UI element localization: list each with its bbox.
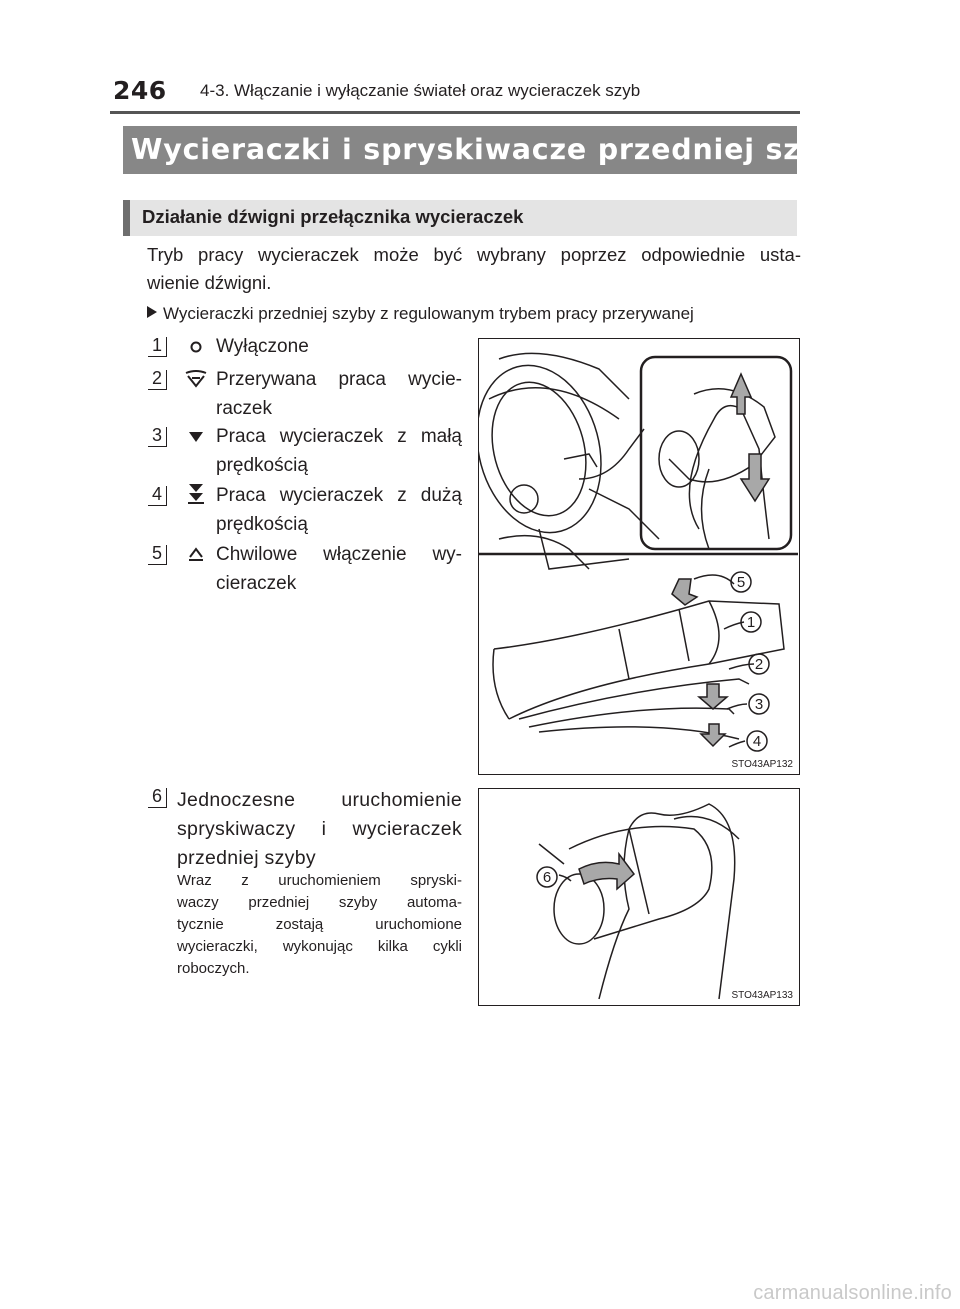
callout-label: 3: [754, 696, 764, 713]
note-line: Wraz z uruchomieniem spryski-: [177, 872, 462, 889]
note-line: wycieraczki, wykonując kilka cykli: [177, 938, 462, 955]
watermark: carmanualsonline.info: [753, 1282, 952, 1304]
item-label: Chwilowe włączenie wy-: [216, 544, 462, 565]
item-text: [216, 540, 462, 598]
callout-label: 4: [752, 733, 762, 750]
item-label: raczek: [216, 398, 272, 419]
washer-figure: [478, 788, 800, 1006]
callout-label: 2: [754, 656, 764, 673]
item-number: 5: [147, 543, 167, 565]
item6-line: spryskiwaczy i wycieraczek: [177, 818, 462, 840]
intro-line: Tryb pracy wycieraczek może być wybrany poprzez odpowiednie usta-: [147, 244, 801, 265]
item-text: [216, 481, 462, 539]
figure-code: STO43AP132: [731, 759, 793, 770]
intermittent-wiper-icon: [182, 367, 210, 389]
item-text: [216, 365, 462, 423]
item-number: 2: [147, 368, 167, 390]
page-title: Wycieraczki i spryskiwacze przedniej szyby: [123, 126, 797, 174]
item-label: Przerywana praca wycie-: [216, 369, 462, 390]
callout-label: 5: [736, 574, 746, 591]
callout-label: 6: [542, 869, 552, 886]
page-number: 246: [113, 76, 167, 105]
bullet-triangle-icon: [147, 306, 157, 318]
double-down-arrow-icon: [182, 482, 210, 504]
item-label: Praca wycieraczek z małą: [216, 426, 462, 447]
intro-paragraph: [147, 241, 801, 297]
item-number: 1: [147, 335, 167, 357]
item-number: 6: [147, 786, 167, 808]
header-divider: [110, 111, 800, 114]
up-chevron-icon: [182, 543, 210, 565]
wiper-lever-figure: [478, 338, 800, 775]
item-text: [216, 332, 462, 361]
item6-line: Jednoczesne uruchomienie: [177, 789, 462, 811]
section-header: 4-3. Włączanie i wyłączanie świateł oraz wycieraczek szyb: [200, 81, 641, 100]
item-text: [216, 422, 462, 480]
note-line: tycznie zostają uruchomione: [177, 916, 462, 933]
item-label: prędkością: [216, 514, 308, 535]
single-down-arrow-icon: [182, 426, 210, 448]
item-label: prędkością: [216, 455, 308, 476]
item6-line: przedniej szyby: [177, 847, 316, 869]
item-label: Praca wycieraczek z dużą: [216, 485, 462, 506]
item-label: cieraczek: [216, 573, 297, 594]
intro-line: wienie dźwigni.: [147, 272, 272, 293]
bullet-text: Wycieraczki przedniej szyby z regulowanym trybem pracy przerywanej: [163, 304, 694, 323]
note-line: roboczych.: [177, 960, 250, 977]
item-number: 3: [147, 425, 167, 447]
off-circle-icon: [182, 336, 210, 358]
wiper-lever-illustration: [479, 339, 798, 773]
item-label: Wyłączone: [216, 336, 309, 357]
figure-code: STO43AP133: [731, 990, 793, 1001]
item6-heading: [177, 786, 462, 873]
bullet-heading: [147, 304, 694, 324]
note-line: waczy przedniej szyby automa-: [177, 894, 462, 911]
callout-label: 1: [746, 614, 756, 631]
item6-note: [177, 870, 462, 980]
item-number: 4: [147, 484, 167, 506]
washer-illustration: [479, 789, 798, 1004]
section-subheading: Działanie dźwigni przełącznika wycieraczek: [123, 200, 797, 236]
